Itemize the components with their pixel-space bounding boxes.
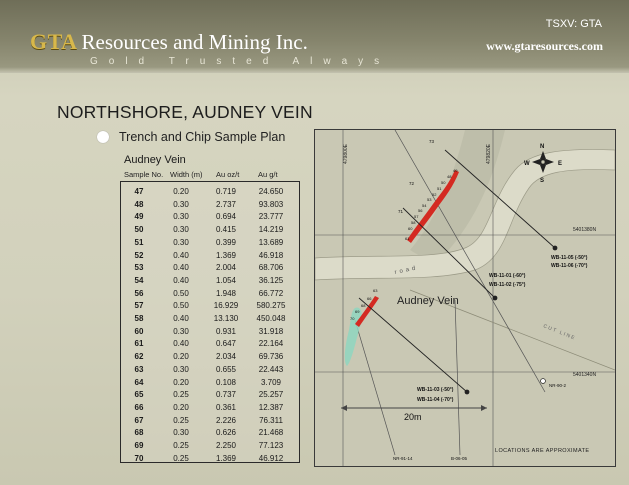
au-gt-cell: 66.772 [258,288,284,298]
au-gt-cell: 13.689 [258,237,284,247]
collar-nr-90-2 [541,379,546,384]
au-oz-cell: 1.948 [215,288,237,298]
sample-no-cell: 65 [134,390,144,400]
table-row [121,275,299,288]
au-gt-cell: 36.125 [258,275,284,285]
au-oz-cell: 0.694 [215,212,237,222]
table-row [121,262,299,275]
sample-label-60: 60 [408,226,413,231]
sample-table [120,181,300,463]
website-link[interactable]: www.gtaresources.com [486,39,603,53]
width-cell: 0.50 [173,288,189,298]
sample-no-cell: 61 [134,339,144,349]
width-cell: 0.40 [173,263,189,273]
table-title: Audney Vein [124,154,186,166]
width-cell: 0.30 [173,212,189,222]
sample-label-73: 73 [429,139,435,144]
width-cell: 0.30 [173,326,189,336]
road-label: road [394,265,419,276]
sample-label-49: 49 [453,168,458,173]
width-cell: 0.40 [173,314,189,323]
au-oz-cell: 1.369 [215,250,237,260]
collar-wb-11-05 [553,246,558,251]
au-oz-cell: 0.415 [215,225,237,235]
table-row [121,199,299,212]
scale-bar [341,405,487,411]
width-cell: 0.40 [173,339,189,349]
sample-no-cell: 53 [134,263,144,273]
grid-label-north-top: 5401380N [573,227,597,233]
width-cell: 0.25 [173,441,189,450]
width-cell: 0.25 [173,415,189,425]
au-oz-cell: 2.250 [215,441,237,450]
table-row [121,364,299,377]
sample-no-cell: 69 [134,441,144,450]
hole-label-nr-91-14: NR-91-14 [393,456,413,461]
au-gt-cell: 76.311 [259,415,283,425]
sample-plan-map [314,129,616,467]
hole-label-nr-90-2: NR-90-2 [549,383,567,388]
au-gt-cell: 68.706 [258,263,284,273]
sample-no-cell: 67 [134,415,144,425]
au-gt-cell: 31.918 [258,326,284,336]
sample-label-52: 52 [432,192,437,197]
table-row [121,415,299,428]
au-oz-cell: 0.931 [215,326,237,336]
width-cell: 0.30 [173,225,189,235]
table-row [121,402,299,415]
table-row [121,237,299,250]
sample-label-53: 53 [427,197,432,202]
au-gt-cell: 25.257 [258,390,284,400]
sample-no-cell: 57 [134,301,144,311]
sample-no-cell: 56 [134,288,144,298]
width-cell: 0.40 [173,250,189,260]
header-banner [0,0,629,73]
column-header-gt: Au g/t [258,170,278,179]
scale-label: 20m [404,412,422,422]
au-oz-cell: 13.130 [213,314,239,323]
drill-trace-wb-11-03 [359,298,467,392]
grid-label-east: 479820E [486,143,492,164]
au-gt-cell: 3.709 [260,377,282,387]
au-oz-cell: 2.226 [215,415,237,425]
au-gt-cell: 23.777 [258,212,284,222]
table-row [121,338,299,351]
au-gt-cell: 21.468 [258,428,284,438]
au-gt-cell: 14.219 [258,225,284,235]
table-row [121,440,299,453]
au-oz-cell: 2.004 [215,263,237,273]
compass-e-label: E [558,161,563,167]
page-title: NORTHSHORE, AUDNEY VEIN [57,102,313,122]
au-oz-cell: 2.737 [215,199,237,209]
au-gt-cell: 93.803 [258,199,284,209]
sample-no-cell: 54 [134,275,144,285]
width-cell: 0.30 [173,199,189,209]
table-row [121,313,299,326]
compass-s-label: S [540,178,545,184]
compass-n-label: N [540,144,545,150]
sample-no-cell: 63 [134,364,144,374]
au-oz-cell: 0.108 [215,377,237,387]
width-cell: 0.30 [173,237,189,247]
sample-label-56: 56 [418,208,423,213]
sample-label-66: 66 [367,296,372,301]
au-gt-cell: 12.387 [258,402,284,412]
width-cell: 0.25 [173,390,189,400]
table-row [121,288,299,301]
au-oz-cell: 16.929 [213,301,239,311]
au-oz-cell: 0.647 [215,339,237,349]
company-logo[interactable] [30,29,308,55]
width-cell: 0.20 [173,402,189,412]
compass-w-label: W [524,161,530,167]
drill-label-wb-11-03: WB-11-03 (-50°) [417,387,454,393]
au-gt-cell: 22.164 [258,339,284,349]
grid-label-west: 479800E [343,143,349,164]
sample-label-61: 61 [405,236,410,241]
locations-note: LOCATIONS ARE APPROXIMATE [495,448,590,454]
sample-label-69: 69 [355,309,360,314]
width-cell: 0.20 [173,377,189,387]
sample-label-72: 72 [409,181,415,186]
drill-label-wb-11-04: WB-11-04 (-70°) [417,397,454,403]
tagline: Gold Trusted Always [90,56,391,67]
sample-no-cell: 70 [134,453,144,463]
column-header-sample: Sample No. [124,170,164,179]
sample-label-63: 63 [373,288,378,293]
table-row [121,224,299,237]
bullet-icon [97,131,109,143]
column-header-oz: Au oz/t [216,170,240,179]
hole-label-b-06-05: B-06-05 [451,456,468,461]
table-row [121,389,299,402]
sample-label-54: 54 [422,203,427,208]
grid-label-north-bottom: 5401340N [573,372,597,378]
au-gt-cell: 450.048 [256,314,286,323]
sample-no-cell: 49 [134,212,144,222]
width-cell: 0.50 [173,301,189,311]
drill-label-wb-11-05: WB-11-05 (-50°) [551,255,588,261]
sample-label-71: 71 [398,209,404,214]
au-gt-cell: 580.275 [256,301,286,311]
table-row [121,186,299,199]
trace-line-2 [355,320,395,455]
sample-no-cell: 68 [134,428,144,438]
sample-no-cell: 50 [134,225,144,235]
sample-no-cell: 60 [134,326,144,336]
cut-line-label: CUT LINE [542,323,577,342]
au-oz-cell: 0.626 [215,428,237,438]
au-gt-cell: 24.650 [258,187,284,196]
sample-no-cell: 66 [134,402,144,412]
table-row [121,300,299,313]
au-oz-cell: 1.054 [215,275,237,285]
ticker-symbol: TSXV: GTA [545,18,602,30]
width-cell: 0.20 [173,187,189,196]
sample-no-cell: 52 [134,250,144,260]
table-row [121,351,299,364]
collar-wb-11-03 [465,390,470,395]
drill-label-wb-11-02: WB-11-02 (-75°) [489,282,526,288]
table-row [121,250,299,263]
sample-label-51: 51 [437,186,442,191]
logo-mark: GTA [30,29,78,54]
sample-label-57: 57 [414,214,419,219]
sample-no-cell: 64 [134,377,144,387]
width-cell: 0.40 [173,275,189,285]
table-row [121,326,299,339]
width-cell: 0.25 [173,453,189,463]
au-gt-cell: 77.123 [258,441,284,450]
table-row [121,377,299,390]
au-oz-cell: 0.719 [215,187,237,196]
au-oz-cell: 0.737 [215,390,237,400]
page-subtitle: Trench and Chip Sample Plan [119,130,286,144]
sample-no-cell: 58 [134,314,144,323]
drill-label-wb-11-06: WB-11-06 (-70°) [551,263,588,269]
sample-no-cell: 51 [134,237,144,247]
sample-label-68: 68 [361,303,366,308]
au-gt-cell: 46.918 [258,250,284,260]
sample-label-70: 70 [350,316,355,321]
sample-label-58: 58 [411,220,416,225]
au-oz-cell: 0.399 [215,237,237,247]
vein-label: Audney Vein [397,295,459,307]
width-cell: 0.20 [173,352,189,362]
sample-no-cell: 48 [134,199,144,209]
sample-label-48: 48 [447,174,452,179]
table-row [121,453,299,466]
table-header [124,170,294,180]
sample-label-50: 50 [441,180,446,185]
sample-no-cell: 62 [134,352,144,362]
au-gt-cell: 22.443 [258,364,284,374]
table-row [121,211,299,224]
au-oz-cell: 0.655 [215,364,237,374]
trace-line-3 [455,300,460,455]
au-gt-cell: 69.736 [258,352,284,362]
width-cell: 0.30 [173,428,189,438]
company-name: Resources and Mining Inc. [81,30,308,54]
width-cell: 0.30 [173,364,189,374]
au-oz-cell: 0.361 [215,402,237,412]
au-oz-cell: 2.034 [215,352,237,362]
table-row [121,427,299,440]
column-header-width: Width (m) [170,170,203,179]
au-oz-cell: 1.369 [215,453,237,463]
collar-wb-11-01 [493,296,498,301]
drill-label-wb-11-01: WB-11-01 (-60°) [489,273,526,279]
au-gt-cell: 46.912 [258,453,284,463]
sample-no-cell: 47 [134,187,144,196]
